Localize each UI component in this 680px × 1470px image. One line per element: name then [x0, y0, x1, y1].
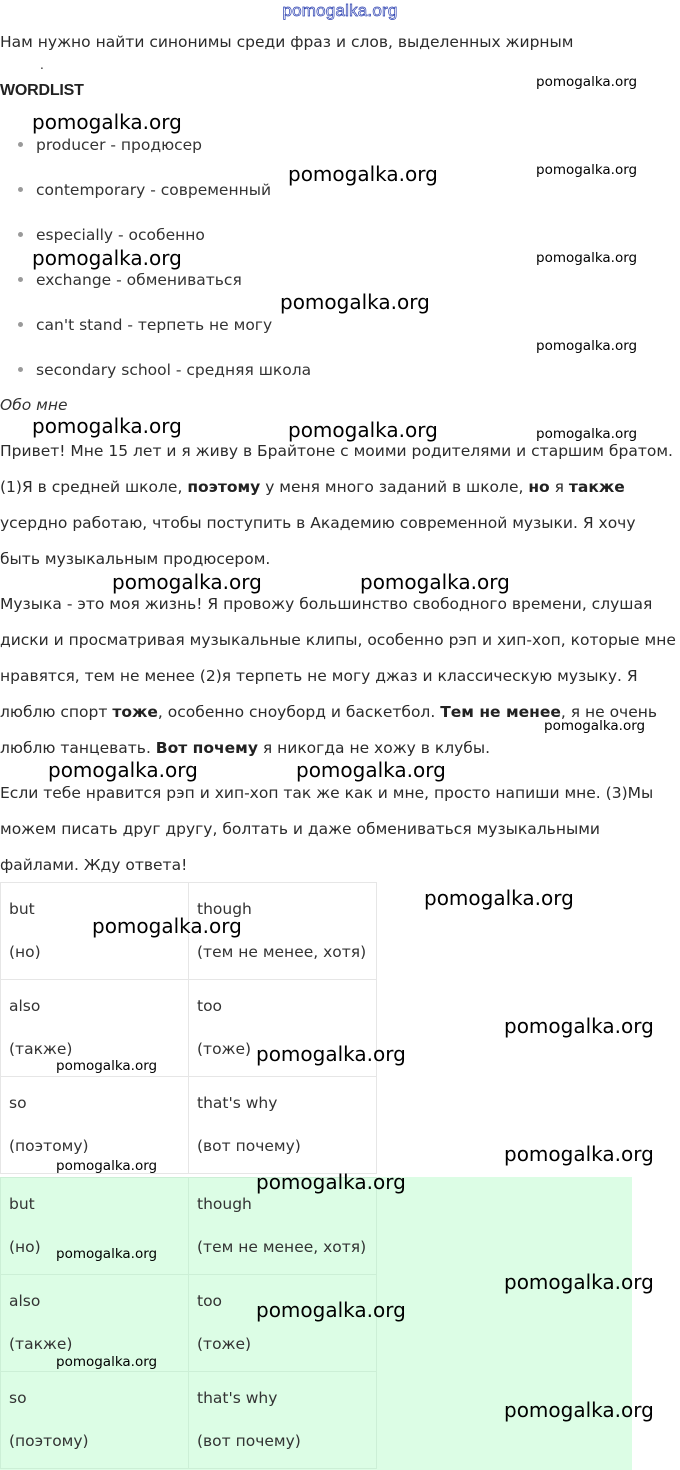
table-cell	[1, 883, 189, 980]
para1-text: усердно работаю, чтобы поступить в Академию современной музыки. Я хочу быть музыкальным продюсером.	[0, 514, 636, 568]
watermark: pomogalka.org	[288, 162, 438, 186]
watermark: pomogalka.org	[504, 1142, 654, 1166]
cell-en: also	[9, 1292, 41, 1310]
paragraph-2	[0, 586, 680, 766]
cell-en: so	[9, 1389, 27, 1407]
section-title: Обо мне	[0, 396, 68, 414]
intro-mark: .	[40, 58, 44, 72]
watermark: pomogalka.org	[56, 1246, 158, 1262]
synonyms-table-highlighted	[0, 1177, 377, 1469]
cell-en: too	[197, 1292, 223, 1310]
wordlist-item-text: contemporary - современный	[36, 181, 272, 199]
watermark: pomogalka.org	[256, 1042, 406, 1066]
cell-ru: (вот почему)	[197, 1137, 301, 1155]
table-cell	[1, 1275, 189, 1372]
table-row	[1, 1275, 377, 1372]
wordlist-item	[18, 361, 311, 379]
cell-en: that's why	[197, 1389, 278, 1407]
cell-ru: (также)	[9, 1335, 73, 1353]
bullet-icon	[18, 322, 23, 327]
watermark: pomogalka.org	[32, 110, 182, 134]
watermark: pomogalka.org	[92, 914, 242, 938]
wordlist-item	[18, 136, 202, 154]
watermark: pomogalka.org	[504, 1014, 654, 1038]
cell-ru: (поэтому)	[9, 1137, 89, 1155]
watermark: pomogalka.org	[504, 1270, 654, 1294]
watermark: pomogalka.org	[256, 1298, 406, 1322]
para1-bold: но	[528, 478, 550, 496]
table-cell	[1, 1178, 189, 1275]
bullet-icon	[18, 232, 23, 237]
cell-en: but	[9, 900, 35, 918]
para2-text: , особенно сноуборд и баскетбол.	[157, 703, 441, 721]
cell-ru: (поэтому)	[9, 1432, 89, 1450]
watermark: pomogalka.org	[536, 162, 638, 178]
cell-ru: (тоже)	[197, 1335, 252, 1353]
para2-bold: тоже	[112, 703, 158, 721]
cell-en: that's why	[197, 1094, 278, 1112]
watermark: pomogalka.org	[536, 426, 638, 442]
para1-text: я	[549, 478, 569, 496]
watermark: pomogalka.org	[56, 1158, 158, 1174]
cell-ru: (вот почему)	[197, 1432, 301, 1450]
watermark: pomogalka.org	[48, 758, 198, 782]
table-cell	[189, 980, 377, 1077]
paragraph-3: Если тебе нравится рэп и хип-хоп так же как и мне, просто напиши мне. (3)Мы можем писать друг другу, болтать и даже обмениваться музыкальными файлами. Жду ответа!	[0, 784, 654, 874]
site-title[interactable]: pomogalka.org	[282, 1, 398, 20]
watermark: pomogalka.org	[56, 1058, 158, 1074]
table-row	[1, 1178, 377, 1275]
cell-ru: (тем не менее, хотя)	[197, 1238, 367, 1256]
wordlist-item-text: can't stand - терпеть не могу	[36, 316, 273, 334]
cell-en: also	[9, 997, 41, 1015]
watermark: pomogalka.org	[32, 414, 182, 438]
table-cell	[189, 1077, 377, 1174]
table-row	[1, 980, 377, 1077]
watermark: pomogalka.org	[544, 718, 646, 734]
bullet-icon	[18, 142, 23, 147]
cell-ru: (но)	[9, 1238, 41, 1256]
para2-bold: Тем не менее	[440, 703, 561, 721]
para1-text: Привет! Мне 15 лет и я живу в Брайтоне с моими родителями и старшим братом. (1)Я в средней школе,	[0, 442, 673, 496]
para2-text: , я не очень люблю танцевать.	[0, 703, 658, 757]
watermark: pomogalka.org	[424, 886, 574, 910]
watermark: pomogalka.org	[288, 418, 438, 442]
cell-en: but	[9, 1195, 35, 1213]
bullet-icon	[18, 367, 23, 372]
cell-en: so	[9, 1094, 27, 1112]
watermark: pomogalka.org	[296, 758, 446, 782]
watermark: pomogalka.org	[536, 338, 638, 354]
watermark: pomogalka.org	[360, 570, 510, 594]
para2-text: Музыка - это моя жизнь! Я провожу большинство свободного времени, слушая диски и просматривая музыкальные клипы, особенно рэп и хип-хоп, которые мне нравятся, тем не менее (2)я терпеть не могу джаз и классическую музыку. Я люблю спорт	[0, 595, 676, 721]
table-cell	[189, 1178, 377, 1275]
wordlist-item-text: producer - продюсер	[36, 136, 203, 154]
cell-en: though	[197, 1195, 252, 1213]
para2-text: я никогда не хожу в клубы.	[257, 739, 490, 757]
cell-ru: (также)	[9, 1040, 73, 1058]
watermark: pomogalka.org	[32, 246, 182, 270]
para2-bold: Вот почему	[155, 739, 258, 757]
wordlist-item	[18, 271, 242, 289]
watermark: pomogalka.org	[256, 1170, 406, 1194]
wordlist-item-text: especially - особенно	[36, 226, 205, 244]
table-cell	[189, 1275, 377, 1372]
watermark: pomogalka.org	[112, 570, 262, 594]
intro-text: Нам нужно найти синонимы среди фраз и слов, выделенных жирным	[0, 33, 574, 51]
table-row	[1, 1077, 377, 1174]
synonyms-table	[0, 882, 377, 1174]
wordlist-item	[18, 316, 272, 334]
wordlist-item	[18, 226, 205, 244]
cell-ru: (тоже)	[197, 1040, 252, 1058]
wordlist-item	[18, 181, 271, 199]
wordlist-heading: WORDLIST	[0, 82, 84, 99]
bullet-icon	[18, 187, 23, 192]
watermark: pomogalka.org	[504, 1398, 654, 1422]
cell-ru: (но)	[9, 943, 41, 961]
table-row	[1, 1372, 377, 1469]
para1-bold: также	[568, 478, 625, 496]
paragraph-1	[0, 433, 680, 577]
table-cell	[189, 883, 377, 980]
para1-text: у меня много заданий в школе,	[260, 478, 529, 496]
wordlist-item-text: exchange - обмениваться	[36, 271, 242, 289]
watermark: pomogalka.org	[536, 74, 638, 90]
bullet-icon	[18, 277, 23, 282]
cell-en: too	[197, 997, 223, 1015]
watermark: pomogalka.org	[536, 250, 638, 266]
watermark: pomogalka.org	[280, 290, 430, 314]
wordlist-item-text: secondary school - средняя школа	[36, 361, 312, 379]
table-row	[1, 883, 377, 980]
table-cell	[1, 980, 189, 1077]
watermark: pomogalka.org	[56, 1354, 158, 1370]
table-cell	[1, 1077, 189, 1174]
cell-ru: (тем не менее, хотя)	[197, 943, 367, 961]
cell-en: though	[197, 900, 252, 918]
table-cell	[1, 1372, 189, 1469]
para1-bold: поэтому	[187, 478, 261, 496]
table-cell	[189, 1372, 377, 1469]
